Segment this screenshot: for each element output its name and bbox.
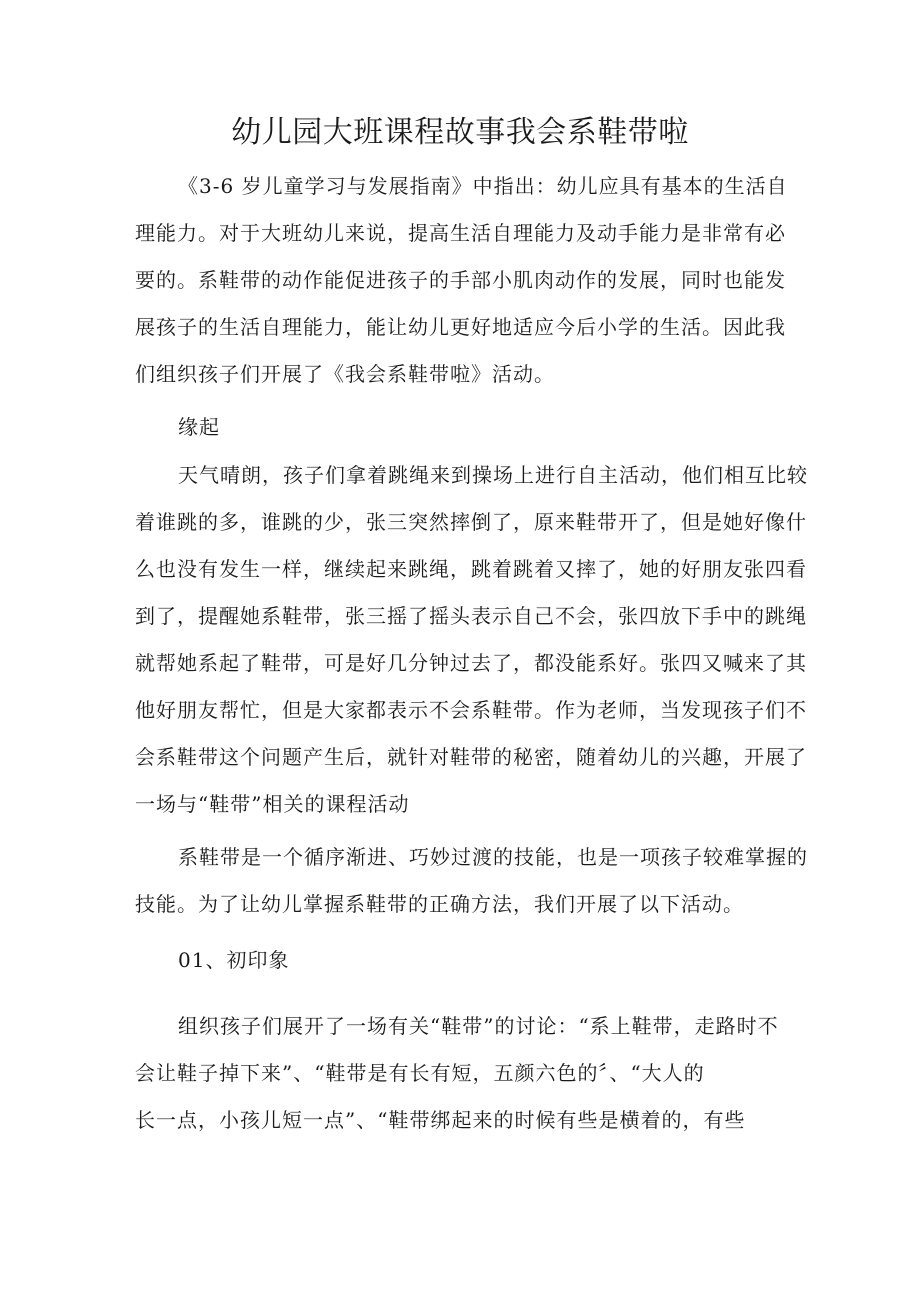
section-heading-origin: 缘起 [178, 415, 220, 439]
intro-line-5: 们组织孩子们开展了《我会系鞋带啦》活动。 [135, 362, 555, 386]
origin-line-7: 会系鞋带这个问题产生后，就针对鞋带的秘密，随着幼儿的兴趣，开展了 [135, 745, 807, 769]
origin-line-6: 他好朋友帮忙，但是大家都表示不会系鞋带。作为老师，当发现孩子们不 [135, 698, 807, 722]
intro-line-2: 理能力。对于大班幼儿来说，提高生活自理能力及动手能力是非常有必 [135, 221, 786, 245]
document-title: 幼儿园大班课程故事我会系鞋带啦 [231, 115, 689, 150]
intro-line-4: 展孩子的生活自理能力，能让幼儿更好地适应今后小学的生活。因此我 [135, 315, 786, 339]
discussion-line-2: 会让鞋子掉下来”、“鞋带是有长有短，五颜六色的〞、“大人的 [135, 1061, 705, 1085]
discussion-line-1: 组织孩子们展开了一场有关“鞋带”的讨论：“系上鞋带，走路时不 [178, 1014, 779, 1038]
origin-line-2: 着谁跳的多，谁跳的少，张三突然摔倒了，原来鞋带开了，但是她好像什 [135, 510, 807, 534]
section-heading-first-impression: 01、初印象 [178, 948, 290, 972]
skill-line-2: 技能。为了让幼儿掌握系鞋带的正确方法，我们开展了以下活动。 [135, 892, 744, 916]
origin-line-8: 一场与“鞋带”相关的课程活动 [135, 792, 410, 816]
intro-line-3: 要的。系鞋带的动作能促进孩子的手部小肌肉动作的发展，同时也能发 [135, 268, 786, 292]
skill-line-1: 系鞋带是一个循序渐进、巧妙过渡的技能，也是一项孩子较难掌握的 [178, 845, 808, 869]
origin-line-1: 天气晴朗，孩子们拿着跳绳来到操场上进行自主活动，他们相互比较 [178, 463, 808, 487]
intro-line-1: 《3-6 岁儿童学习与发展指南》中指出：幼儿应具有基本的生活自 [178, 174, 788, 198]
origin-line-4: 到了，提醒她系鞋带，张三摇了摇头表示自己不会，张四放下手中的跳绳 [135, 604, 807, 628]
origin-line-3: 么也没有发生一样，继续起来跳绳，跳着跳着又摔了，她的好朋友张四看 [135, 557, 807, 581]
discussion-line-3: 长一点，小孩儿短一点”、“鞋带绑起来的时候有些是横着的，有些 [135, 1108, 746, 1132]
origin-line-5: 就帮她系起了鞋带，可是好几分钟过去了，都没能系好。张四又喊来了其 [135, 651, 807, 675]
